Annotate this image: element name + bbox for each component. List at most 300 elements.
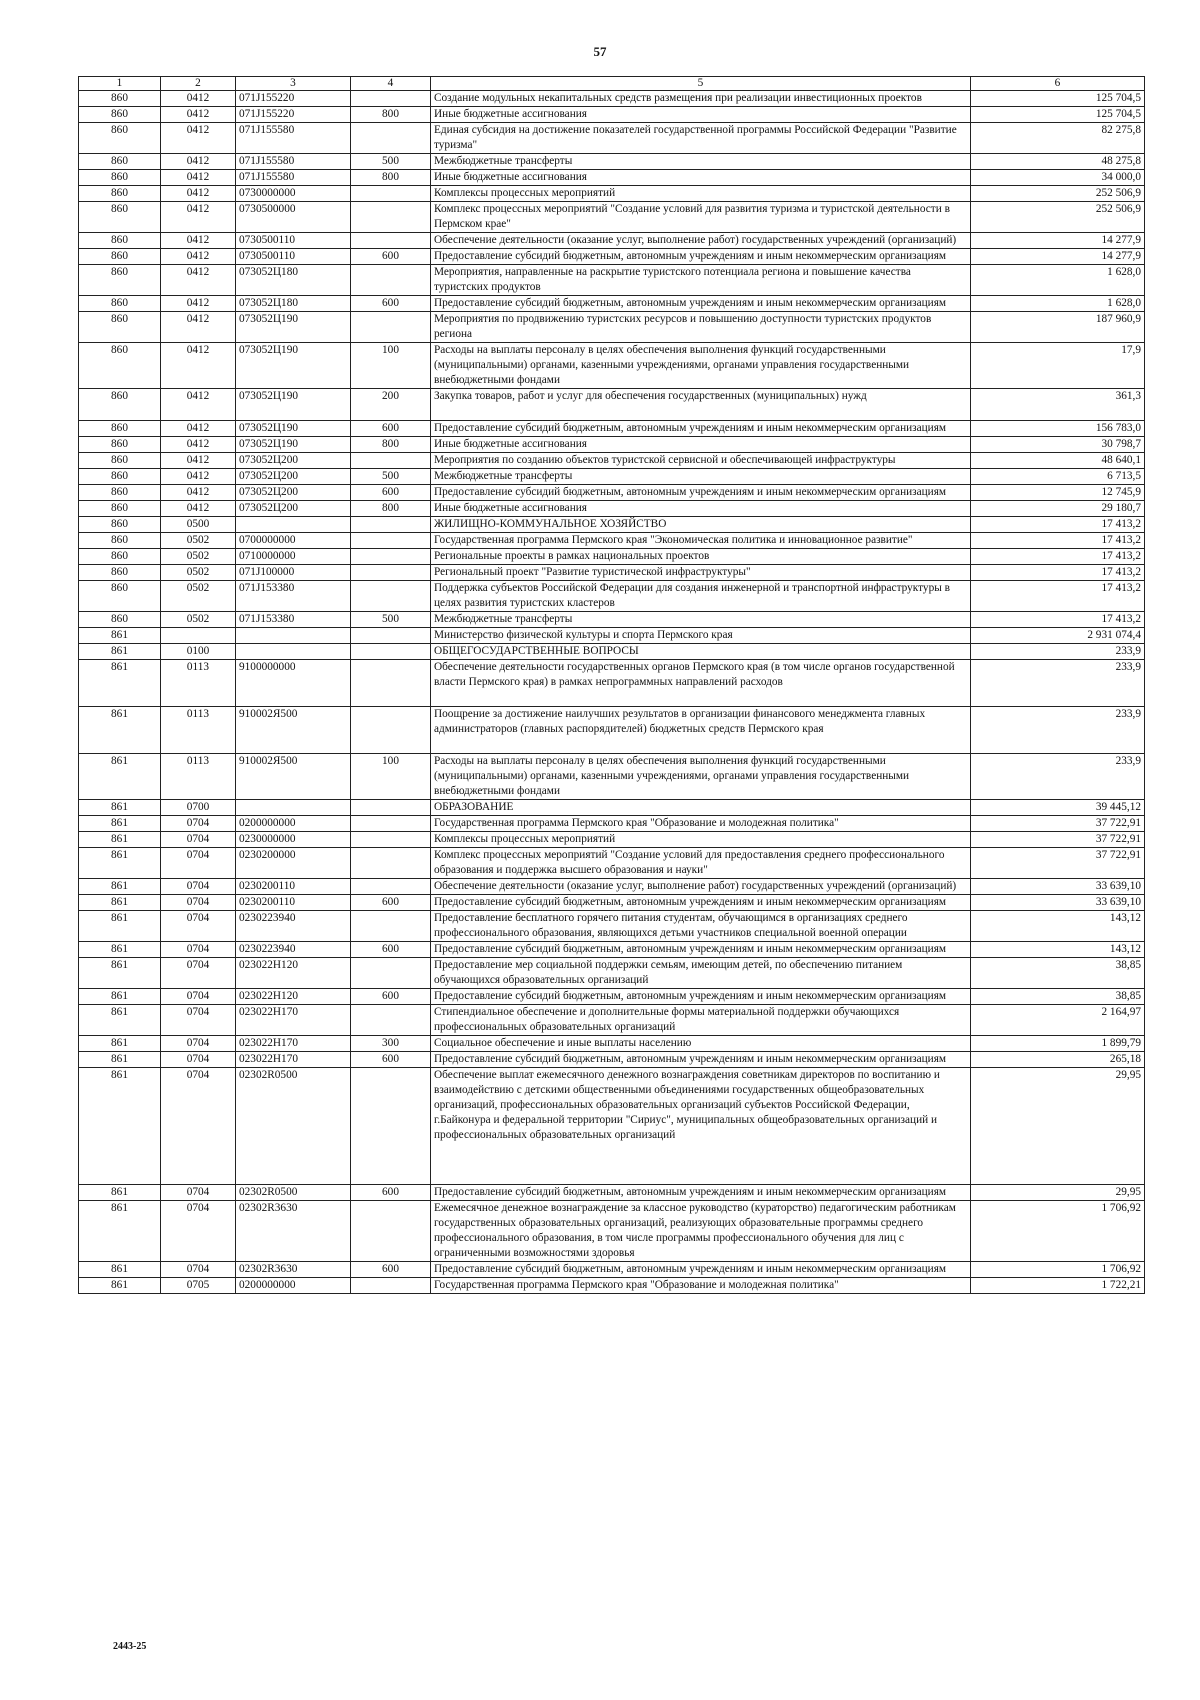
table-row bbox=[79, 1201, 1145, 1262]
target-article-code-cell bbox=[236, 517, 351, 533]
section-code-cell: 0412 bbox=[161, 186, 236, 202]
table-row bbox=[79, 123, 1145, 154]
section-code-cell: 0502 bbox=[161, 565, 236, 581]
admin-code-cell: 860 bbox=[79, 612, 161, 628]
expense-type-code-cell bbox=[351, 1068, 431, 1185]
table-row bbox=[79, 202, 1145, 233]
expense-type-code-cell bbox=[351, 800, 431, 816]
section-code-cell: 0704 bbox=[161, 911, 236, 942]
target-article-code-cell: 023022Н120 bbox=[236, 989, 351, 1005]
admin-code-cell: 861 bbox=[79, 628, 161, 644]
item-description-cell: Региональные проекты в рамках национальных проектов bbox=[431, 549, 971, 565]
admin-code-cell: 860 bbox=[79, 249, 161, 265]
expense-type-code-cell bbox=[351, 816, 431, 832]
table-row bbox=[79, 453, 1145, 469]
column-header: 4 bbox=[351, 77, 431, 91]
admin-code-cell: 861 bbox=[79, 707, 161, 754]
item-description-cell: Мероприятия по созданию объектов туристской сервисной и обеспечивающей инфраструктуры bbox=[431, 453, 971, 469]
item-description-cell: Обеспечение выплат ежемесячного денежного вознаграждения советникам директоров по воспитанию и взаимодействию с детскими общественными объединениями государственных общеобразовательных организаций, профессиональных образовательных организаций субъектов Российской Федерации, г.Байконура и федеральной территории "Сириус", муниципальных общеобразовательных организаций и профессиональных образовательных организаций bbox=[431, 1068, 971, 1185]
expense-type-code-cell bbox=[351, 958, 431, 989]
expense-type-code-cell: 600 bbox=[351, 249, 431, 265]
expense-type-code-cell bbox=[351, 565, 431, 581]
amount-cell: 37 722,91 bbox=[971, 848, 1145, 879]
admin-code-cell: 860 bbox=[79, 453, 161, 469]
amount-cell: 29,95 bbox=[971, 1185, 1145, 1201]
admin-code-cell: 861 bbox=[79, 1201, 161, 1262]
admin-code-cell: 860 bbox=[79, 312, 161, 343]
table-row bbox=[79, 437, 1145, 453]
expense-type-code-cell bbox=[351, 202, 431, 233]
section-code-cell: 0412 bbox=[161, 437, 236, 453]
section-code-cell: 0412 bbox=[161, 91, 236, 107]
item-description-cell: Предоставление субсидий бюджетным, автономным учреждениям и иным некоммерческим организациям bbox=[431, 1052, 971, 1068]
section-code-cell: 0412 bbox=[161, 296, 236, 312]
item-description-cell: Мероприятия по продвижению туристских ресурсов и повышению доступности туристских продуктов региона bbox=[431, 312, 971, 343]
table-row bbox=[79, 644, 1145, 660]
item-description-cell: Иные бюджетные ассигнования bbox=[431, 107, 971, 123]
table-row bbox=[79, 343, 1145, 389]
target-article-code-cell: 0230200110 bbox=[236, 895, 351, 911]
section-code-cell: 0500 bbox=[161, 517, 236, 533]
amount-cell: 37 722,91 bbox=[971, 816, 1145, 832]
amount-cell: 233,9 bbox=[971, 707, 1145, 754]
item-description-cell: Межбюджетные трансферты bbox=[431, 469, 971, 485]
admin-code-cell: 860 bbox=[79, 389, 161, 421]
amount-cell: 48 640,1 bbox=[971, 453, 1145, 469]
target-article-code-cell: 023022Н170 bbox=[236, 1005, 351, 1036]
table-row bbox=[79, 265, 1145, 296]
amount-cell: 38,85 bbox=[971, 958, 1145, 989]
target-article-code-cell: 02302R3630 bbox=[236, 1201, 351, 1262]
item-description-cell: Обеспечение деятельности государственных органов Пермского края (в том числе органов государственной власти Пермского края) в рамках непрограммных направлений расходов bbox=[431, 660, 971, 707]
expense-type-code-cell: 500 bbox=[351, 612, 431, 628]
table-row bbox=[79, 754, 1145, 800]
target-article-code-cell: 071J155580 bbox=[236, 170, 351, 186]
expense-type-code-cell bbox=[351, 644, 431, 660]
target-article-code-cell: 0230200000 bbox=[236, 848, 351, 879]
expense-type-code-cell bbox=[351, 1278, 431, 1294]
admin-code-cell: 860 bbox=[79, 186, 161, 202]
section-code-cell: 0412 bbox=[161, 233, 236, 249]
section-code-cell: 0412 bbox=[161, 501, 236, 517]
target-article-code-cell: 071J100000 bbox=[236, 565, 351, 581]
item-description-cell: Предоставление субсидий бюджетным, автономным учреждениям и иным некоммерческим организациям bbox=[431, 485, 971, 501]
table-row bbox=[79, 91, 1145, 107]
target-article-code-cell: 073052Ц200 bbox=[236, 485, 351, 501]
admin-code-cell: 861 bbox=[79, 1068, 161, 1185]
expense-type-code-cell: 200 bbox=[351, 389, 431, 421]
item-description-cell: Иные бюджетные ассигнования bbox=[431, 170, 971, 186]
target-article-code-cell bbox=[236, 800, 351, 816]
table-row bbox=[79, 249, 1145, 265]
admin-code-cell: 860 bbox=[79, 154, 161, 170]
item-description-cell: Предоставление бесплатного горячего питания студентам, обучающимся в организациях среднего профессионального образования, являющихся детьми участников специальной военной операции bbox=[431, 911, 971, 942]
section-code-cell: 0704 bbox=[161, 1005, 236, 1036]
section-code-cell: 0502 bbox=[161, 533, 236, 549]
item-description-cell: ЖИЛИЩНО-КОММУНАЛЬНОЕ ХОЗЯЙСТВО bbox=[431, 517, 971, 533]
table-row bbox=[79, 612, 1145, 628]
amount-cell: 252 506,9 bbox=[971, 202, 1145, 233]
table-row bbox=[79, 911, 1145, 942]
expense-type-code-cell: 800 bbox=[351, 437, 431, 453]
admin-code-cell: 860 bbox=[79, 501, 161, 517]
target-article-code-cell: 0730500110 bbox=[236, 233, 351, 249]
section-code-cell: 0700 bbox=[161, 800, 236, 816]
section-code-cell: 0704 bbox=[161, 816, 236, 832]
item-description-cell: Обеспечение деятельности (оказание услуг, выполнение работ) государственных учреждений (организаций) bbox=[431, 879, 971, 895]
item-description-cell: ОБЩЕГОСУДАРСТВЕННЫЕ ВОПРОСЫ bbox=[431, 644, 971, 660]
expense-type-code-cell: 500 bbox=[351, 154, 431, 170]
expense-type-code-cell: 600 bbox=[351, 421, 431, 437]
section-code-cell: 0412 bbox=[161, 453, 236, 469]
admin-code-cell: 861 bbox=[79, 1185, 161, 1201]
item-description-cell: Государственная программа Пермского края "Образование и молодежная политика" bbox=[431, 1278, 971, 1294]
section-code-cell: 0412 bbox=[161, 265, 236, 296]
table-row bbox=[79, 533, 1145, 549]
target-article-code-cell: 023022Н170 bbox=[236, 1052, 351, 1068]
expense-type-code-cell bbox=[351, 517, 431, 533]
section-code-cell: 0704 bbox=[161, 1052, 236, 1068]
amount-cell: 38,85 bbox=[971, 989, 1145, 1005]
amount-cell: 37 722,91 bbox=[971, 832, 1145, 848]
table-row bbox=[79, 581, 1145, 612]
target-article-code-cell: 023022Н120 bbox=[236, 958, 351, 989]
table-row bbox=[79, 517, 1145, 533]
admin-code-cell: 861 bbox=[79, 1005, 161, 1036]
table-row bbox=[79, 233, 1145, 249]
amount-cell: 2 164,97 bbox=[971, 1005, 1145, 1036]
target-article-code-cell: 0230223940 bbox=[236, 911, 351, 942]
item-description-cell: Государственная программа Пермского края "Образование и молодежная политика" bbox=[431, 816, 971, 832]
item-description-cell: Предоставление субсидий бюджетным, автономным учреждениям и иным некоммерческим организациям bbox=[431, 249, 971, 265]
item-description-cell: Создание модульных некапитальных средств размещения при реализации инвестиционных проектов bbox=[431, 91, 971, 107]
item-description-cell: Региональный проект "Развитие туристической инфраструктуры" bbox=[431, 565, 971, 581]
amount-cell: 265,18 bbox=[971, 1052, 1145, 1068]
amount-cell: 2 931 074,4 bbox=[971, 628, 1145, 644]
section-code-cell: 0502 bbox=[161, 581, 236, 612]
table-row bbox=[79, 107, 1145, 123]
admin-code-cell: 861 bbox=[79, 816, 161, 832]
section-code-cell: 0412 bbox=[161, 107, 236, 123]
item-description-cell: Расходы на выплаты персоналу в целях обеспечения выполнения функций государственными (муниципальными) органами, казенными учреждениями, органами управления государственными внебюджетными фондами bbox=[431, 343, 971, 389]
table-row bbox=[79, 565, 1145, 581]
target-article-code-cell: 0710000000 bbox=[236, 549, 351, 565]
amount-cell: 30 798,7 bbox=[971, 437, 1145, 453]
target-article-code-cell: 0200000000 bbox=[236, 1278, 351, 1294]
item-description-cell: Предоставление субсидий бюджетным, автономным учреждениям и иным некоммерческим организациям bbox=[431, 1262, 971, 1278]
amount-cell: 48 275,8 bbox=[971, 154, 1145, 170]
section-code-cell: 0502 bbox=[161, 612, 236, 628]
item-description-cell: Поощрение за достижение наилучших результатов в организации финансового менеджмента главных администраторов (главных распорядителей) бюджетных средств Пермского края bbox=[431, 707, 971, 754]
target-article-code-cell: 0730000000 bbox=[236, 186, 351, 202]
target-article-code-cell: 073052Ц190 bbox=[236, 312, 351, 343]
section-code-cell: 0100 bbox=[161, 644, 236, 660]
admin-code-cell: 861 bbox=[79, 895, 161, 911]
table-row bbox=[79, 186, 1145, 202]
amount-cell: 1 706,92 bbox=[971, 1201, 1145, 1262]
table-row bbox=[79, 1185, 1145, 1201]
column-header: 2 bbox=[161, 77, 236, 91]
expense-type-code-cell bbox=[351, 186, 431, 202]
table-row bbox=[79, 816, 1145, 832]
admin-code-cell: 860 bbox=[79, 437, 161, 453]
admin-code-cell: 861 bbox=[79, 660, 161, 707]
admin-code-cell: 861 bbox=[79, 848, 161, 879]
item-description-cell: Комплексы процессных мероприятий bbox=[431, 832, 971, 848]
table-header bbox=[79, 77, 1145, 91]
amount-cell: 156 783,0 bbox=[971, 421, 1145, 437]
admin-code-cell: 861 bbox=[79, 1052, 161, 1068]
item-description-cell: Комплексы процессных мероприятий bbox=[431, 186, 971, 202]
amount-cell: 233,9 bbox=[971, 644, 1145, 660]
target-article-code-cell: 0700000000 bbox=[236, 533, 351, 549]
section-code-cell: 0704 bbox=[161, 1068, 236, 1185]
expense-type-code-cell: 100 bbox=[351, 754, 431, 800]
section-code-cell: 0113 bbox=[161, 707, 236, 754]
table-row bbox=[79, 485, 1145, 501]
expense-type-code-cell bbox=[351, 660, 431, 707]
amount-cell: 29 180,7 bbox=[971, 501, 1145, 517]
expense-type-code-cell bbox=[351, 453, 431, 469]
section-code-cell: 0704 bbox=[161, 989, 236, 1005]
admin-code-cell: 861 bbox=[79, 1278, 161, 1294]
section-code-cell: 0412 bbox=[161, 312, 236, 343]
admin-code-cell: 861 bbox=[79, 989, 161, 1005]
target-article-code-cell: 9100000000 bbox=[236, 660, 351, 707]
column-header: 3 bbox=[236, 77, 351, 91]
item-description-cell: Межбюджетные трансферты bbox=[431, 612, 971, 628]
admin-code-cell: 860 bbox=[79, 296, 161, 312]
table-row bbox=[79, 942, 1145, 958]
admin-code-cell: 860 bbox=[79, 565, 161, 581]
amount-cell: 143,12 bbox=[971, 911, 1145, 942]
item-description-cell: Предоставление субсидий бюджетным, автономным учреждениям и иным некоммерческим организациям bbox=[431, 989, 971, 1005]
table-row bbox=[79, 660, 1145, 707]
section-code-cell: 0704 bbox=[161, 942, 236, 958]
target-article-code-cell: 0230200110 bbox=[236, 879, 351, 895]
expense-type-code-cell bbox=[351, 911, 431, 942]
section-code-cell: 0705 bbox=[161, 1278, 236, 1294]
expense-type-code-cell: 600 bbox=[351, 989, 431, 1005]
table-row bbox=[79, 1278, 1145, 1294]
target-article-code-cell: 073052Ц180 bbox=[236, 265, 351, 296]
admin-code-cell: 861 bbox=[79, 800, 161, 816]
item-description-cell: Предоставление субсидий бюджетным, автономным учреждениям и иным некоммерческим организациям bbox=[431, 942, 971, 958]
table-row bbox=[79, 879, 1145, 895]
amount-cell: 34 000,0 bbox=[971, 170, 1145, 186]
expense-type-code-cell: 800 bbox=[351, 170, 431, 186]
amount-cell: 233,9 bbox=[971, 660, 1145, 707]
section-code-cell: 0113 bbox=[161, 660, 236, 707]
section-code-cell: 0704 bbox=[161, 1262, 236, 1278]
section-code-cell: 0704 bbox=[161, 848, 236, 879]
admin-code-cell: 860 bbox=[79, 469, 161, 485]
admin-code-cell: 861 bbox=[79, 754, 161, 800]
expense-type-code-cell bbox=[351, 123, 431, 154]
section-code-cell: 0704 bbox=[161, 895, 236, 911]
target-article-code-cell: 071J155580 bbox=[236, 154, 351, 170]
amount-cell: 125 704,5 bbox=[971, 91, 1145, 107]
item-description-cell: Стипендиальное обеспечение и дополнительные формы материальной поддержки обучающихся профессиональных образовательных организаций bbox=[431, 1005, 971, 1036]
target-article-code-cell: 910002Я500 bbox=[236, 754, 351, 800]
table-row bbox=[79, 848, 1145, 879]
table-row bbox=[79, 989, 1145, 1005]
expense-type-code-cell bbox=[351, 879, 431, 895]
table-row bbox=[79, 707, 1145, 754]
target-article-code-cell: 073052Ц200 bbox=[236, 501, 351, 517]
section-code-cell: 0412 bbox=[161, 389, 236, 421]
table-row bbox=[79, 389, 1145, 421]
admin-code-cell: 861 bbox=[79, 958, 161, 989]
target-article-code-cell: 073052Ц190 bbox=[236, 437, 351, 453]
table-row bbox=[79, 421, 1145, 437]
table-row bbox=[79, 1262, 1145, 1278]
amount-cell: 17 413,2 bbox=[971, 565, 1145, 581]
item-description-cell: Иные бюджетные ассигнования bbox=[431, 501, 971, 517]
expense-type-code-cell bbox=[351, 233, 431, 249]
expense-type-code-cell bbox=[351, 91, 431, 107]
expense-type-code-cell: 100 bbox=[351, 343, 431, 389]
amount-cell: 14 277,9 bbox=[971, 233, 1145, 249]
item-description-cell: Межбюджетные трансферты bbox=[431, 154, 971, 170]
amount-cell: 29,95 bbox=[971, 1068, 1145, 1185]
target-article-code-cell: 071J155580 bbox=[236, 123, 351, 154]
amount-cell: 12 745,9 bbox=[971, 485, 1145, 501]
admin-code-cell: 860 bbox=[79, 485, 161, 501]
admin-code-cell: 861 bbox=[79, 911, 161, 942]
table-row bbox=[79, 1068, 1145, 1185]
item-description-cell: Государственная программа Пермского края "Экономическая политика и инновационное развитие" bbox=[431, 533, 971, 549]
admin-code-cell: 861 bbox=[79, 644, 161, 660]
section-code-cell: 0412 bbox=[161, 485, 236, 501]
admin-code-cell: 860 bbox=[79, 533, 161, 549]
table-row bbox=[79, 312, 1145, 343]
admin-code-cell: 860 bbox=[79, 421, 161, 437]
expense-type-code-cell: 600 bbox=[351, 1052, 431, 1068]
expense-type-code-cell: 600 bbox=[351, 1262, 431, 1278]
amount-cell: 143,12 bbox=[971, 942, 1145, 958]
item-description-cell: Предоставление мер социальной поддержки семьям, имеющим детей, по обеспечению питанием обучающихся образовательных организаций bbox=[431, 958, 971, 989]
target-article-code-cell: 073052Ц190 bbox=[236, 421, 351, 437]
expense-type-code-cell: 600 bbox=[351, 296, 431, 312]
amount-cell: 125 704,5 bbox=[971, 107, 1145, 123]
item-description-cell: Комплекс процессных мероприятий "Создание условий для предоставления среднего профессионального образования и поддержка высшего образования и науки" bbox=[431, 848, 971, 879]
amount-cell: 6 713,5 bbox=[971, 469, 1145, 485]
table-row bbox=[79, 1036, 1145, 1052]
admin-code-cell: 860 bbox=[79, 91, 161, 107]
table-row bbox=[79, 296, 1145, 312]
amount-cell: 17 413,2 bbox=[971, 612, 1145, 628]
expense-type-code-cell bbox=[351, 265, 431, 296]
expense-type-code-cell: 600 bbox=[351, 1185, 431, 1201]
section-code-cell: 0412 bbox=[161, 154, 236, 170]
amount-cell: 17 413,2 bbox=[971, 517, 1145, 533]
document-code: 2443-25 bbox=[113, 1641, 147, 1652]
expense-type-code-cell bbox=[351, 533, 431, 549]
amount-cell: 33 639,10 bbox=[971, 895, 1145, 911]
expense-type-code-cell bbox=[351, 832, 431, 848]
section-code-cell: 0412 bbox=[161, 343, 236, 389]
table-row bbox=[79, 549, 1145, 565]
section-code-cell: 0704 bbox=[161, 1201, 236, 1262]
admin-code-cell: 860 bbox=[79, 233, 161, 249]
admin-code-cell: 860 bbox=[79, 202, 161, 233]
expense-type-code-cell bbox=[351, 549, 431, 565]
expense-type-code-cell: 600 bbox=[351, 942, 431, 958]
item-description-cell: Обеспечение деятельности (оказание услуг, выполнение работ) государственных учреждений (организаций) bbox=[431, 233, 971, 249]
admin-code-cell: 861 bbox=[79, 879, 161, 895]
admin-code-cell: 860 bbox=[79, 265, 161, 296]
item-description-cell: Закупка товаров, работ и услуг для обеспечения государственных (муниципальных) нужд bbox=[431, 389, 971, 421]
target-article-code-cell: 073052Ц200 bbox=[236, 469, 351, 485]
table-row bbox=[79, 628, 1145, 644]
admin-code-cell: 860 bbox=[79, 123, 161, 154]
target-article-code-cell: 023022Н170 bbox=[236, 1036, 351, 1052]
admin-code-cell: 860 bbox=[79, 549, 161, 565]
section-code-cell: 0704 bbox=[161, 832, 236, 848]
item-description-cell: Предоставление субсидий бюджетным, автономным учреждениям и иным некоммерческим организациям bbox=[431, 1185, 971, 1201]
target-article-code-cell: 073052Ц190 bbox=[236, 389, 351, 421]
item-description-cell: Комплекс процессных мероприятий "Создание условий для развития туризма и туристской деятельности в Пермском крае" bbox=[431, 202, 971, 233]
item-description-cell: Предоставление субсидий бюджетным, автономным учреждениям и иным некоммерческим организациям bbox=[431, 421, 971, 437]
table-row bbox=[79, 958, 1145, 989]
target-article-code-cell: 02302R3630 bbox=[236, 1262, 351, 1278]
expense-type-code-cell: 600 bbox=[351, 485, 431, 501]
section-code-cell: 0412 bbox=[161, 469, 236, 485]
section-code-cell: 0412 bbox=[161, 202, 236, 233]
expense-type-code-cell bbox=[351, 848, 431, 879]
section-code-cell: 0704 bbox=[161, 1036, 236, 1052]
page-number: 57 bbox=[593, 44, 607, 59]
item-description-cell: Социальное обеспечение и иные выплаты населению bbox=[431, 1036, 971, 1052]
target-article-code-cell: 02302R0500 bbox=[236, 1185, 351, 1201]
admin-code-cell: 860 bbox=[79, 343, 161, 389]
item-description-cell: Предоставление субсидий бюджетным, автономным учреждениям и иным некоммерческим организациям bbox=[431, 296, 971, 312]
budget-table bbox=[78, 76, 1145, 1294]
item-description-cell: Мероприятия, направленные на раскрытие туристского потенциала региона и повышение качества туристских продуктов bbox=[431, 265, 971, 296]
target-article-code-cell: 0230000000 bbox=[236, 832, 351, 848]
amount-cell: 1 628,0 bbox=[971, 265, 1145, 296]
item-description-cell: ОБРАЗОВАНИЕ bbox=[431, 800, 971, 816]
target-article-code-cell: 0730500000 bbox=[236, 202, 351, 233]
amount-cell: 361,3 bbox=[971, 389, 1145, 421]
expense-type-code-cell bbox=[351, 1201, 431, 1262]
table-row bbox=[79, 170, 1145, 186]
table-row bbox=[79, 501, 1145, 517]
target-article-code-cell: 073052Ц200 bbox=[236, 453, 351, 469]
table-row bbox=[79, 832, 1145, 848]
target-article-code-cell: 02302R0500 bbox=[236, 1068, 351, 1185]
target-article-code-cell: 910002Я500 bbox=[236, 707, 351, 754]
section-code-cell: 0502 bbox=[161, 549, 236, 565]
table-row bbox=[79, 154, 1145, 170]
amount-cell: 233,9 bbox=[971, 754, 1145, 800]
table-row bbox=[79, 800, 1145, 816]
expense-type-code-cell: 300 bbox=[351, 1036, 431, 1052]
item-description-cell: Поддержка субъектов Российской Федерации для создания инженерной и транспортной инфраструктуры в целях развития туристских кластеров bbox=[431, 581, 971, 612]
amount-cell: 1 628,0 bbox=[971, 296, 1145, 312]
admin-code-cell: 861 bbox=[79, 1036, 161, 1052]
item-description-cell: Ежемесячное денежное вознаграждение за классное руководство (кураторство) педагогическим работникам государственных образовательных организаций, реализующих образовательные программы среднего профессионального образования, в том числе программы профессионального обучения для лиц с ограниченными возможностями здоровья bbox=[431, 1201, 971, 1262]
admin-code-cell: 860 bbox=[79, 517, 161, 533]
table-body bbox=[79, 91, 1145, 1294]
target-article-code-cell: 0200000000 bbox=[236, 816, 351, 832]
table-row bbox=[79, 1052, 1145, 1068]
item-description-cell: Министерство физической культуры и спорта Пермского края bbox=[431, 628, 971, 644]
amount-cell: 33 639,10 bbox=[971, 879, 1145, 895]
amount-cell: 17 413,2 bbox=[971, 581, 1145, 612]
column-header: 6 bbox=[971, 77, 1145, 91]
